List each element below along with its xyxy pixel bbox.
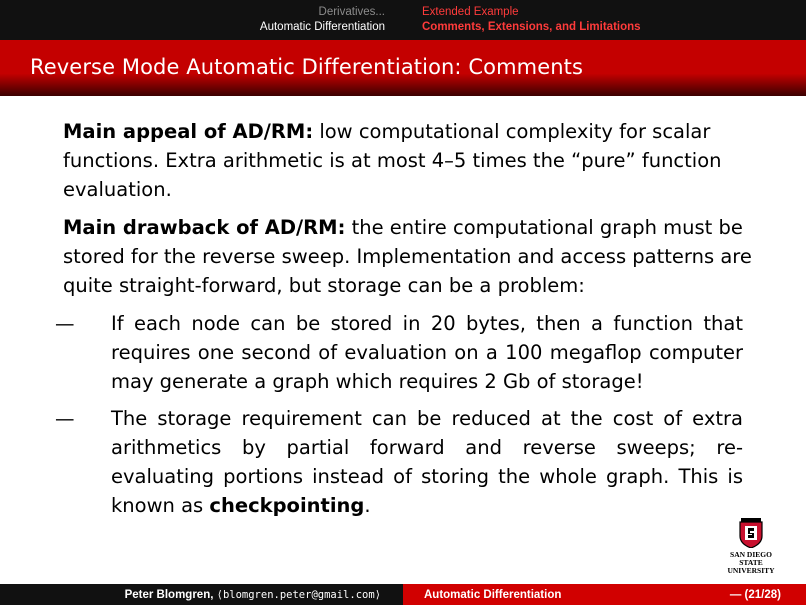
top-navigation: [0, 0, 806, 40]
nav-right-panel: [403, 0, 806, 40]
nav-section-derivatives[interactable]: Derivatives...: [318, 6, 385, 18]
list-item-storage-estimate: [55, 309, 743, 396]
sdsu-shield-icon: [739, 518, 763, 548]
footer-email[interactable]: ⟨blomgren.peter@gmail.com⟩: [216, 588, 381, 601]
frame-title: Reverse Mode Automatic Differentiation: Comments: [30, 55, 584, 79]
checkpointing-term: checkpointing: [209, 494, 365, 517]
sdsu-wordmark: [723, 551, 779, 575]
paragraph-main-drawback: [63, 213, 753, 300]
sdsu-wordmark-line2: UNIVERSITY: [727, 566, 775, 575]
list-item-checkpointing: [55, 404, 743, 520]
list-item-end: .: [364, 494, 371, 517]
nav-subsection-extended-example[interactable]: Extended Example: [422, 6, 519, 18]
nav-subsection-automatic-differentiation[interactable]: Automatic Differentiation: [259, 21, 385, 33]
footer-title-panel: [403, 584, 806, 605]
list-dash: —: [55, 407, 75, 430]
footer-short-title[interactable]: Automatic Differentiation: [424, 588, 562, 601]
list-item-text: If each node can be stored in 20 bytes, then a function that requires one second of evaluation on a 100 megaflop computer may generate a graph which requires 2 Gb of storage!: [111, 312, 743, 393]
main-appeal-lead: Main appeal of AD/RM:: [63, 120, 314, 143]
main-drawback-lead: Main drawback of AD/RM:: [63, 216, 346, 239]
footer-author: Peter Blomgren,: [124, 588, 214, 601]
nav-section-comments-extensions[interactable]: Comments, Extensions, and Limitations: [422, 21, 641, 33]
main-drawback-text: the entire computational graph must be stored for the reverse sweep. Implementation and access patterns are quite straight-forward, but storage can be a problem:: [63, 216, 752, 297]
footer-author-panel: [0, 584, 403, 605]
footer-page-number: — (21/28): [729, 588, 781, 601]
nav-left-panel: [0, 0, 403, 40]
sdsu-logo: [723, 518, 779, 575]
list-item-text: The storage requirement can be reduced at the cost of extra arithmetics by partial forward and reverse sweeps; re-evaluating portions instead of storing the whole graph. This is known as: [111, 407, 743, 517]
sdsu-wordmark-line1: SAN DIEGO STATE: [730, 550, 772, 567]
frame-title-bar: [0, 40, 806, 96]
footer-bar: [0, 584, 806, 605]
paragraph-main-appeal: [63, 117, 753, 204]
main-appeal-text: low computational complexity for scalar functions. Extra arithmetic is at most 4–5 times the “pure” function evaluation.: [63, 120, 722, 201]
list-dash: —: [55, 312, 75, 335]
slide-content: [55, 117, 753, 528]
